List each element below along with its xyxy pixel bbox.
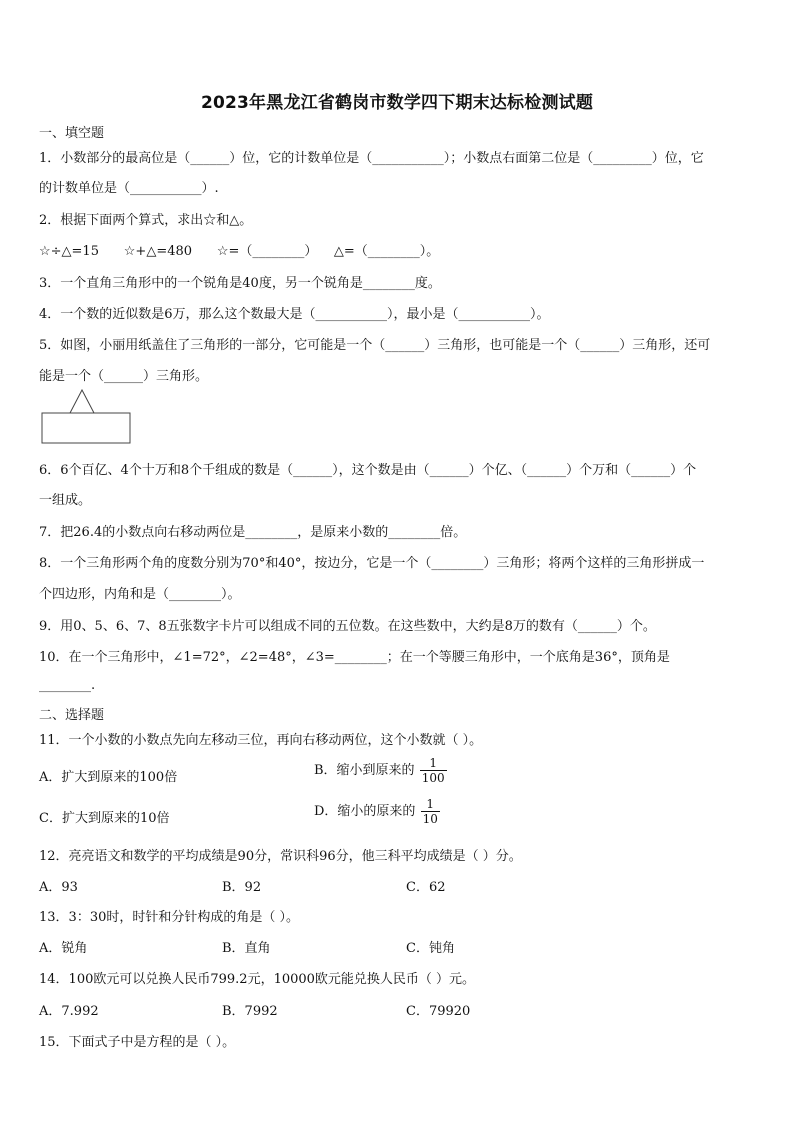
question-8-line-1: 8．一个三角形两个角的度数分别为70°和40°，按边分，它是一个（________）三角形；将两个这样的三角形拼成一	[39, 556, 705, 571]
question-5-line-2: 能是一个（______）三角形。	[39, 369, 209, 384]
question-5-line-1: 5．如图，小丽用纸盖住了三角形的一部分，它可能是一个（______）三角形，也可能是一个（______）三角形，还可	[39, 338, 711, 353]
question-11: 11．一个小数的小数点先向左移动三位，再向右移动两位，这个小数就（ ）。	[39, 733, 483, 748]
question-11-option-b	[314, 756, 447, 785]
fraction-one-hundredth	[420, 756, 447, 785]
question-13-option-a: A．锐角	[39, 941, 88, 956]
question-14-option-a: A．7.992	[39, 1004, 99, 1019]
question-10-line-1: 10．在一个三角形中，∠1=72°，∠2=48°，∠3=________；在一个等腰三角形中，一个底角是36°，顶角是	[39, 650, 670, 665]
question-14-option-b: B．7992	[222, 1004, 278, 1019]
question-6-line-2: 一组成。	[39, 493, 92, 508]
question-13-option-b: B．直角	[222, 941, 271, 956]
question-2-line-1: 2．根据下面两个算式，求出☆和△。	[39, 213, 253, 228]
question-7: 7．把26.4的小数点向右移动两位是________，是原来小数的________倍。	[39, 525, 467, 540]
question-12: 12．亮亮语文和数学的平均成绩是90分，常识科96分，他三科平均成绩是（ ）分。	[39, 849, 522, 864]
option-d-text: D．缩小的原来的	[314, 804, 416, 819]
question-15: 15．下面式子中是方程的是（ ）。	[39, 1035, 236, 1050]
question-6-line-1: 6．6个百亿、4个十万和8个千组成的数是（______），这个数是由（______）个亿、（______）个万和（______）个	[39, 463, 697, 478]
section-heading-multiple-choice: 二、选择题	[39, 708, 105, 723]
question-9: 9．用0、5、6、7、8五张数字卡片可以组成不同的五位数。在这些数中，大约是8万的数有（______）个。	[39, 619, 656, 634]
question-12-option-c: C．62	[406, 880, 446, 895]
question-13-option-c: C．钝角	[406, 941, 455, 956]
section-heading-fill-blank: 一、填空题	[39, 126, 105, 141]
question-2-line-2: ☆÷△=15 ☆+△=480 ☆=（________） △=（________）。	[39, 244, 440, 259]
question-3: 3．一个直角三角形中的一个锐角是40度，另一个锐角是________度。	[39, 276, 441, 291]
covered-triangle-figure	[40, 387, 134, 451]
question-12-option-b: B．92	[222, 880, 262, 895]
question-13: 13．3：30时，时针和分针构成的角是（ ）。	[39, 910, 299, 925]
option-b-text: B．缩小到原来的	[314, 763, 415, 778]
question-11-option-d	[314, 797, 440, 826]
fraction-denominator: 100	[421, 771, 445, 785]
question-1-line-1: 1．小数部分的最高位是（______）位，它的计数单位是（___________）；小数点右面第二位是（_________）位，它	[39, 151, 704, 166]
fraction-one-tenth	[421, 797, 440, 826]
question-14-option-c: C．79920	[406, 1004, 471, 1019]
question-1-line-2: 的计数单位是（___________）.	[39, 181, 219, 196]
fraction-numerator: 1	[421, 797, 440, 812]
question-12-option-a: A．93	[39, 880, 78, 895]
fraction-numerator: 1	[420, 756, 447, 771]
question-11-option-c: C．扩大到原来的10倍	[39, 811, 170, 826]
question-4: 4．一个数的近似数是6万，那么这个数最大是（___________），最小是（___________）。	[39, 307, 550, 322]
page-title: 2023年黑龙江省鹤岗市数学四下期末达标检测试题	[200, 93, 594, 113]
question-11-option-a: A．扩大到原来的100倍	[39, 770, 178, 785]
question-10-line-2: ________.	[39, 678, 96, 693]
fraction-denominator: 10	[422, 812, 438, 826]
question-8-line-2: 个四边形，内角和是（________）。	[39, 587, 241, 602]
question-14: 14．100欧元可以兑换人民币799.2元，10000欧元能兑换人民币（ ）元。	[39, 972, 476, 987]
